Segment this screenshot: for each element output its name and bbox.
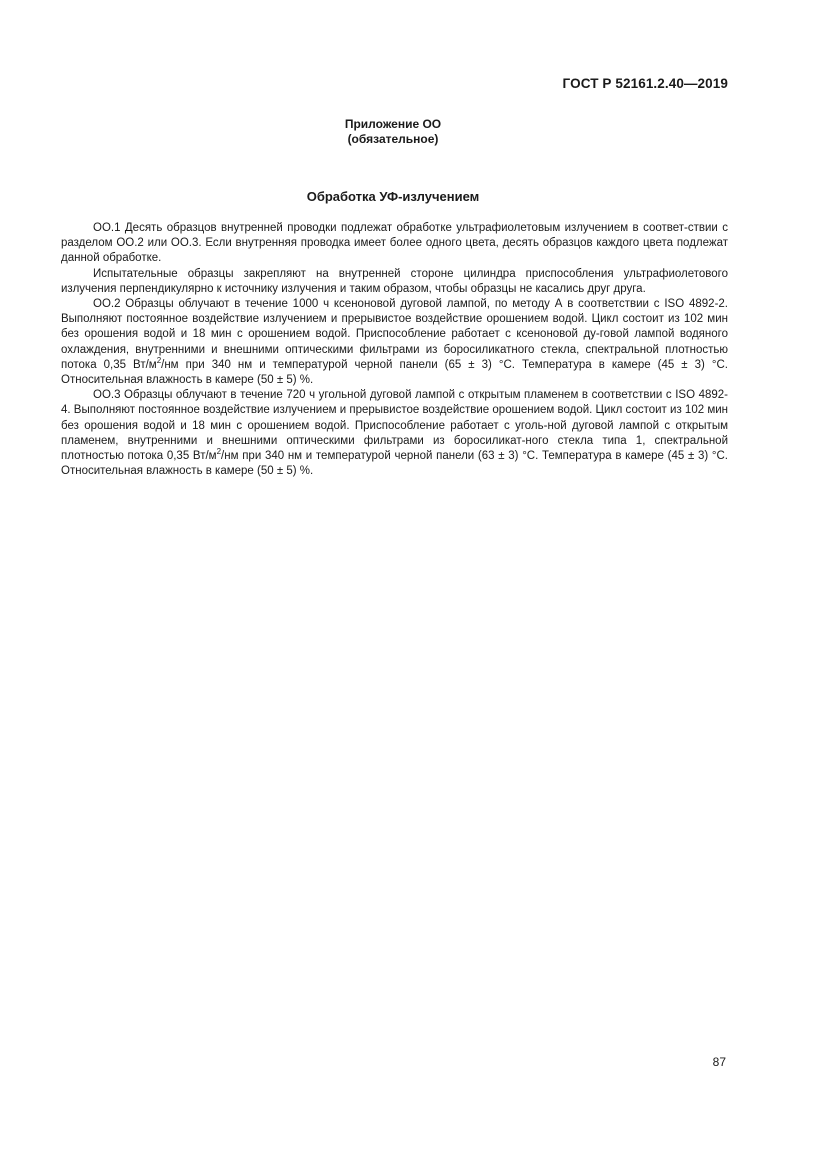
standard-header: ГОСТ Р 52161.2.40—2019 (562, 76, 728, 91)
superscript: 2 (156, 356, 162, 365)
paragraph-oo3-text-a: ОО.3 Образцы облучают в течение 720 ч угольной дуговой лампой с открытым пламенем в соответствии с ISO 4892-4. Выполняют постоянное воздействие излучением и прерывистое воздействие орошением водой. Цикл состоит из 102 мин без орошения водой и 18 мин с орошением водой. Приспособление работает с уголь-ной дуговой лампой с открытым пламенем, внутренними и внешними оптическими фильтрами из боросиликат-ного стекла типа 1, спектральной плотностью потока 0,35 Вт/м (61, 389, 728, 463)
paragraph-oo3-text-b: /нм при 340 нм и температурой черной панели (63 ± 3) °С. Температура в камере (45 ± 3) °С. Относительная влажность в камере (50 ± 5) %. (61, 450, 728, 478)
paragraph-oo2 (61, 297, 728, 388)
annex-status: (обязательное) (347, 132, 439, 146)
paragraph-oo1: ОО.1 Десять образцов внутренней проводки подлежат обработке ультрафиолетовым излучением в соответ-ствии с разделом ОО.2 или ОО.3. Если внутренняя проводка имеет более одного цвета, десять образцов каждого цвета подлежат данной обработке. (61, 222, 728, 265)
page-number: 87 (712, 1055, 726, 1069)
paragraph-oo2-text-a: ОО.2 Образцы облучают в течение 1000 ч ксеноновой дуговой лампой, по методу А в соответствии с ISO 4892-2. Выполняют постоянное воздействие излучением и прерывистое воздействие орошением водой. Цикл состоит из 102 мин без орошения водой и 18 мин с орошением водой. Приспособление работает с ксеноновой ду-говой лампой водяного охлаждения, внутренними и внешними оптическими фильтрами из боросиликатного стекла, спектральной плотностью потока 0,35 Вт/м (61, 298, 728, 371)
document-body (61, 221, 728, 479)
paragraph-oo3 (61, 388, 728, 479)
superscript: 2 (216, 447, 222, 457)
annex-title: Приложение ОО (344, 117, 442, 131)
section-title: Обработка УФ-излучением (306, 189, 480, 204)
paragraph-oo2-text-b: /нм при 340 нм и температурой черной панели (65 ± 3) °С. Температура в камере (45 ± 3) °С. Относительная влажность в камере (50 ± 5) %. (61, 358, 728, 387)
annex-heading (0, 117, 786, 147)
paragraph-sample-mounting: Испытательные образцы закрепляют на внутренней стороне цилиндра приспособления ультрафиолетового излучения перпендикулярно к источнику излучения и таким образом, чтобы образцы не касались друг друга. (61, 267, 728, 295)
